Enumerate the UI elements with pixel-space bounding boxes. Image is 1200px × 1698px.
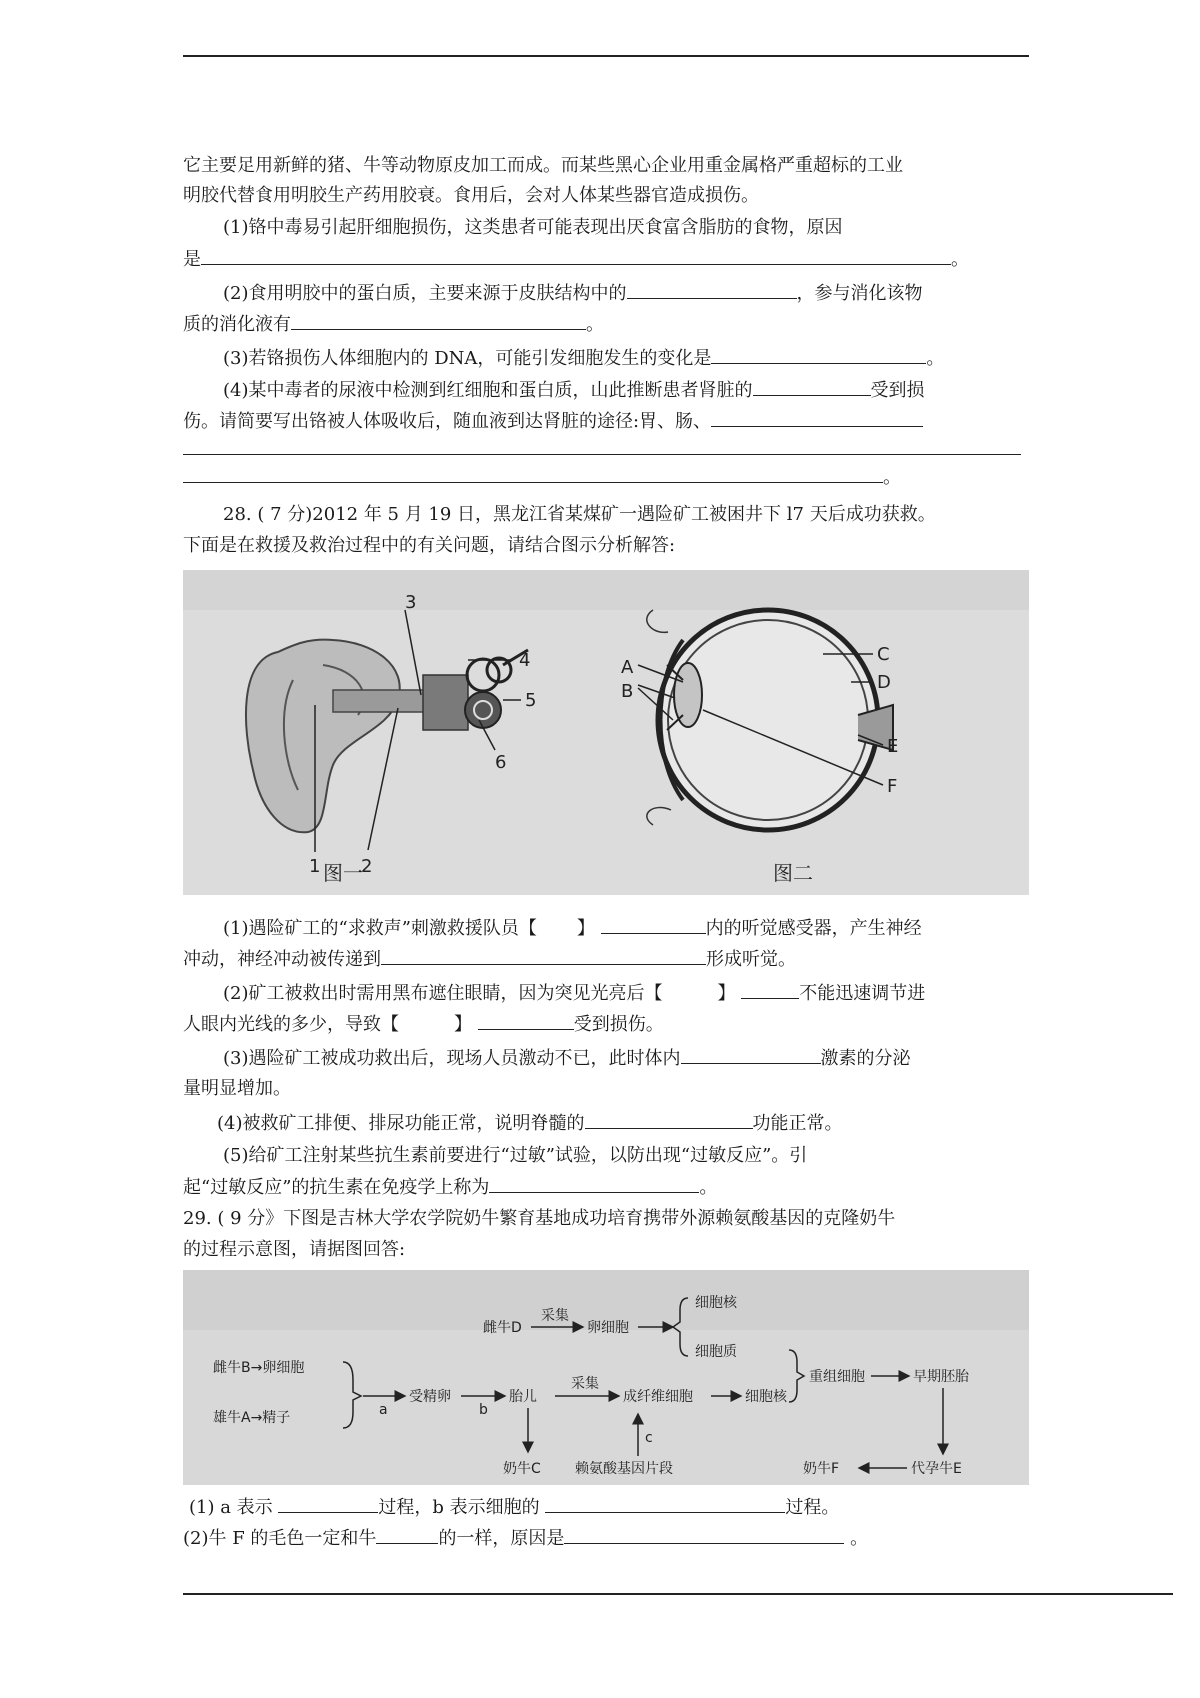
ear-label-2: 2 bbox=[361, 856, 373, 877]
eye-label-A: A bbox=[621, 657, 634, 678]
figure-caption-2: 图二 bbox=[773, 861, 813, 885]
ear-eye-diagram bbox=[183, 570, 1029, 895]
q27-line1: 它主要足用新鲜的猪、牛等动物原皮加工而成。而某些黑心企业用重金属格严重超标的工业 bbox=[183, 155, 903, 176]
q27-sub4-blank-c[interactable] bbox=[183, 434, 1021, 455]
ear-label-1: 1 bbox=[309, 856, 321, 877]
q27-sub4-blank-a[interactable] bbox=[753, 375, 871, 396]
q29-sub1-blank-b[interactable] bbox=[545, 1492, 785, 1513]
eye-label-C: C bbox=[877, 644, 890, 665]
q29-sub2-blank-b[interactable] bbox=[564, 1523, 844, 1544]
page-content bbox=[183, 0, 1029, 1698]
cloning-flowchart bbox=[183, 1270, 1029, 1485]
flow-cowD: 雌牛D bbox=[483, 1320, 522, 1336]
flow-cytoplasm: 细胞质 bbox=[695, 1344, 737, 1360]
q28-sub1-blank-a[interactable] bbox=[601, 913, 706, 934]
q28-sub2: (2)矿工被救出时需用黑布遮住眼睛，因为突见光亮后【 】 不能迅速调节进 bbox=[183, 978, 925, 1009]
q27-sub4-blank-b[interactable] bbox=[711, 406, 923, 427]
q29-sub2: (2)牛 F 的毛色一定和牛 的一样，原因是 。 bbox=[183, 1523, 868, 1554]
footer-rule bbox=[183, 1593, 1173, 1595]
flow-cowB: 雌牛B→卵细胞 bbox=[213, 1360, 305, 1376]
q27-sub4-blank-d[interactable] bbox=[183, 462, 883, 483]
flow-fibroblast: 成纤维细胞 bbox=[623, 1389, 693, 1405]
q27-sub1-answer: 是 。 bbox=[183, 244, 969, 275]
flow-cowA: 雄牛A→精子 bbox=[213, 1410, 291, 1426]
q27-sub1-question: (1)铬中毒易引起肝细胞损伤，这类患者可能表现出厌食富含脂肪的食物，原因 bbox=[223, 217, 843, 238]
q27-sub3: (3)若铬损伤人体细胞内的 DNA，可能引发细胞发生的变化是 。 bbox=[183, 343, 944, 374]
q28-sub1-blank-b[interactable] bbox=[381, 944, 706, 965]
flow-cowC: 奶牛C bbox=[503, 1461, 541, 1477]
q27-sub2-line2: 质的消化液有 。 bbox=[183, 309, 604, 340]
flow-nucleus1: 细胞核 bbox=[745, 1389, 787, 1405]
q28-sub2-blank-a[interactable] bbox=[741, 978, 799, 999]
q28-sub3: (3)遇险矿工被成功救出后，现场人员激动不已，此时体内 激素的分泌 bbox=[183, 1043, 911, 1074]
eye-label-E: E bbox=[887, 736, 899, 757]
q28-sub5-line2: 起“过敏反应”的抗生素在免疫学上称为 。 bbox=[183, 1172, 717, 1203]
q27-sub4-line3 bbox=[183, 434, 1021, 465]
eye-label-B: B bbox=[621, 681, 634, 702]
flow-nucleus2: 细胞核 bbox=[695, 1295, 737, 1311]
q29-figure-flowchart bbox=[183, 1270, 1029, 1485]
q27-sub3-blank[interactable] bbox=[711, 343, 926, 364]
ear-label-5: 5 bbox=[525, 690, 537, 711]
q28-sub4-blank[interactable] bbox=[585, 1108, 753, 1129]
q28-header-line2: 下面是在救援及救治过程中的有关问题，请结合图示分析解答: bbox=[183, 535, 676, 556]
q28-sub2-line2: 人眼内光线的多少，导致【 】 受到损伤。 bbox=[183, 1009, 664, 1040]
flow-label-c: c bbox=[645, 1430, 653, 1446]
flow-collect1: 采集 bbox=[571, 1376, 599, 1392]
ear-label-3: 3 bbox=[405, 592, 417, 613]
flow-recombinant-cell: 重组细胞 bbox=[809, 1369, 865, 1385]
flow-early-embryo: 早期胚胎 bbox=[913, 1369, 969, 1385]
flow-fetus: 胎儿 bbox=[509, 1389, 537, 1405]
flow-egg: 卵细胞 bbox=[587, 1320, 629, 1336]
q29-sub1-blank-a[interactable] bbox=[278, 1492, 378, 1513]
q28-sub1: (1)遇险矿工的“求救声”刺激救援队员【 】 内的听觉感受器，产生神经 bbox=[183, 913, 922, 944]
q28-sub5: (5)给矿工注射某些抗生素前要进行“过敏”试验，以防出现“过敏反应”。引 bbox=[223, 1145, 808, 1166]
q28-sub2-blank-b[interactable] bbox=[478, 1009, 574, 1030]
q27-line2: 明胶代替食用明胶生产药用胶衰。食用后，会对人体某些器官造成损伤。 bbox=[183, 185, 759, 206]
q27-sub4: (4)某中毒者的尿液中检测到红细胞和蛋白质，山此推断患者肾脏的 受到损 bbox=[183, 375, 925, 406]
ear-label-6: 6 bbox=[495, 752, 507, 773]
q28-sub5-blank[interactable] bbox=[489, 1172, 699, 1193]
q29-header-line1: 29. ( 9 分》下图是吉林大学农学院奶牛繁育基地成功培育携带外源赖氨酸基因的克隆奶牛 bbox=[183, 1208, 896, 1229]
q29-header-line2: 的过程示意图，请据图回答: bbox=[183, 1239, 406, 1260]
q28-sub1-line2: 冲动，神经冲动被传递到 形成听觉。 bbox=[183, 944, 796, 975]
eye-label-D: D bbox=[877, 672, 891, 693]
q29-sub2-blank-a[interactable] bbox=[376, 1523, 438, 1544]
flow-gene: 赖氨酸基因片段 bbox=[575, 1461, 673, 1477]
q27-sub2-blank-b[interactable] bbox=[291, 309, 586, 330]
ear-label-4: 4 bbox=[519, 650, 531, 671]
q28-sub3-line2: 量明显增加。 bbox=[183, 1078, 291, 1099]
q28-header-line1: 28. ( 7 分)2012 年 5 月 19 日，黑龙江省某煤矿一遇险矿工被困井下 l7 天后成功获救。 bbox=[223, 504, 936, 525]
q27-sub4-line2: 伤。请简要写出铬被人体吸收后，随血液到达肾脏的途径:胃、肠、 bbox=[183, 406, 923, 437]
q28-sub4: (4)被救矿工排便、排尿功能正常，说明脊髓的 功能正常。 bbox=[183, 1108, 843, 1139]
q28-figure-ear-eye bbox=[183, 570, 1029, 895]
flow-label-a: a bbox=[379, 1402, 388, 1418]
flow-surrogate-cowE: 代孕牛E bbox=[911, 1461, 962, 1477]
q29-sub1: (1) a 表示 过程，b 表示细胞的 过程。 bbox=[183, 1492, 839, 1523]
eye-label-F: F bbox=[887, 776, 898, 797]
flow-cowF: 奶牛F bbox=[803, 1461, 840, 1477]
q27-sub4-line4: 。 bbox=[183, 462, 901, 493]
q28-sub3-blank[interactable] bbox=[681, 1043, 821, 1064]
q27-sub1-blank[interactable] bbox=[201, 244, 951, 265]
flow-fertilized-egg: 受精卵 bbox=[409, 1389, 451, 1405]
q27-sub2-question: (2)食用明胶中的蛋白质，主要来源于皮肤结构中的 ，参与消化该物 bbox=[183, 278, 923, 309]
flow-collect2: 采集 bbox=[541, 1308, 569, 1324]
flow-label-b: b bbox=[479, 1402, 488, 1418]
q27-sub2-blank-a[interactable] bbox=[627, 278, 797, 299]
figure-caption-1: 图一 bbox=[323, 861, 363, 885]
